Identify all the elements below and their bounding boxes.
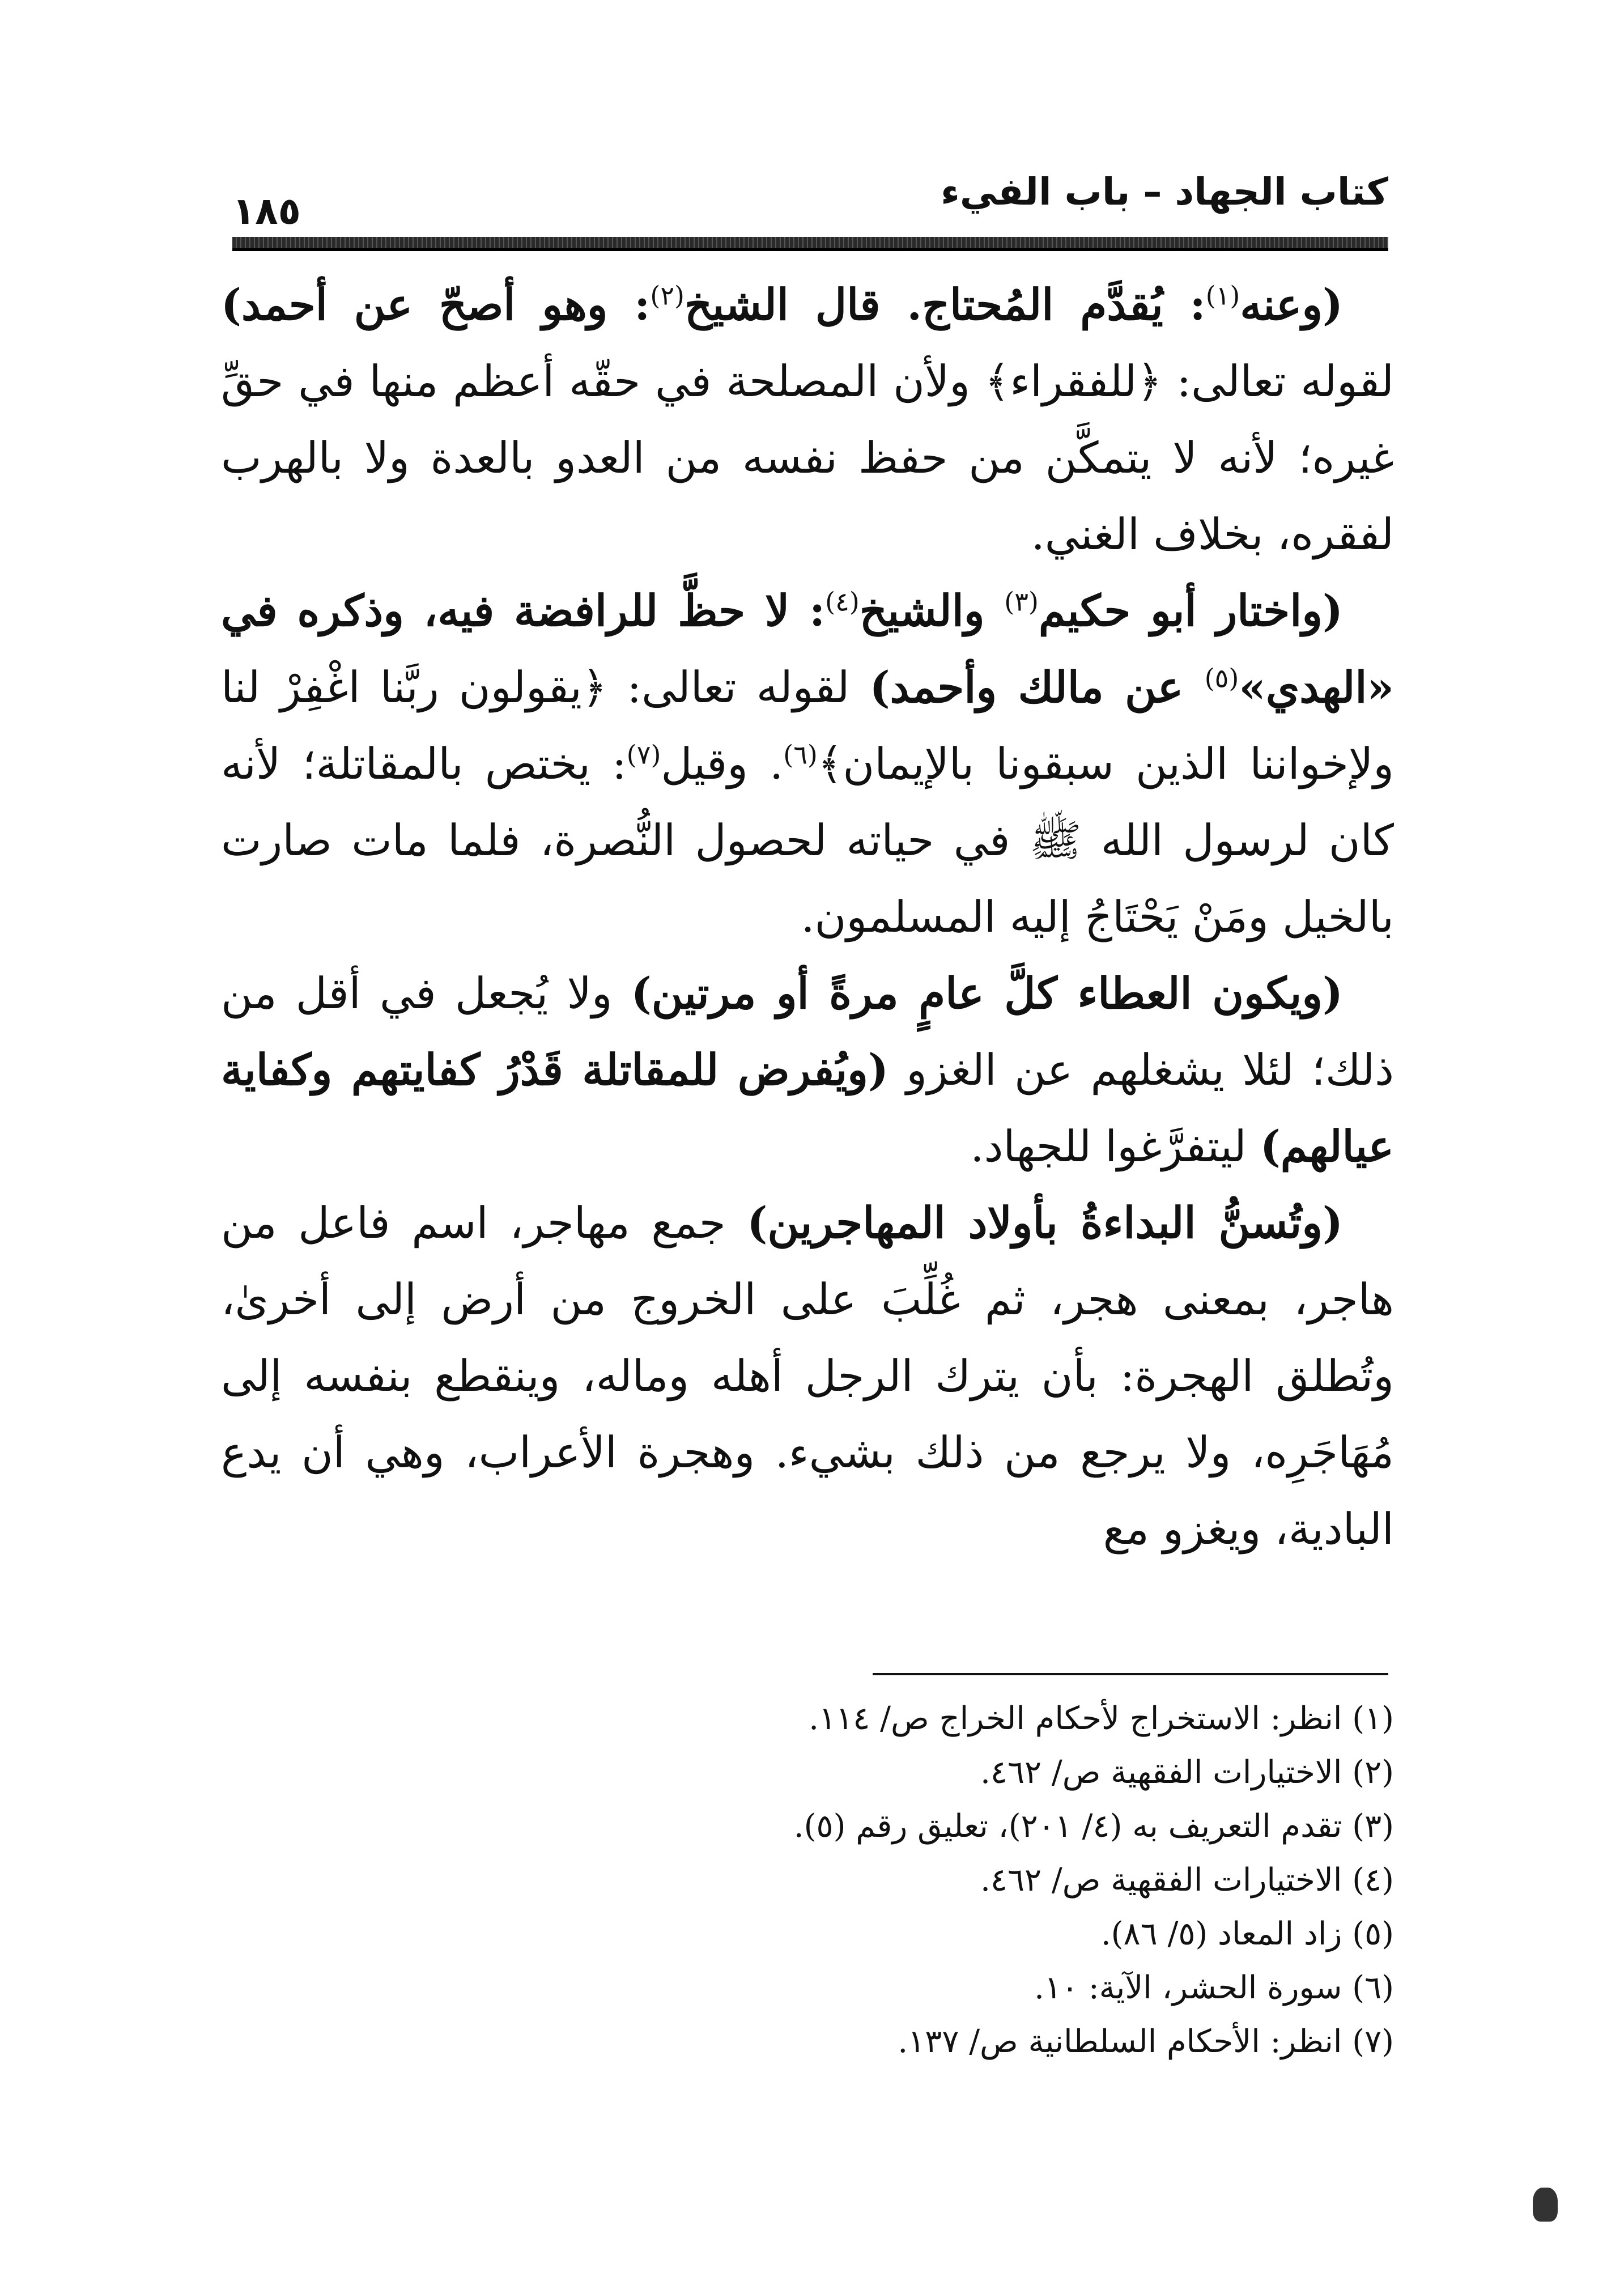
matn-text: والشيخ — [859, 585, 1005, 636]
sharh-text: جمع مهاجر، اسم فاعل من هاجر، بمعنى هجر، ثم غُلِّبَ على الخروج من أرض إلى أخرىٰ، وتُطلق الهجرة: بأن يترك الرجل أهله وماله، وينقطع بنفسه إلى مُهَاجَرِه، ولا يرجع من ذلك بشيء. وهجرة الأعراب، وهي أن يدع البادية، ويغزو مع — [221, 1198, 1394, 1554]
footnote-ref: (٧) — [626, 739, 661, 770]
matn-text: (ويكون العطاء كلَّ عامٍ مرةً أو مرتين) — [631, 968, 1343, 1018]
sharh-text: : يختص بالمقاتلة؛ لأنه كان لرسول الله ﷺ في حياته لحصول النُّصرة، فلما مات صارت بالخيل ومَنْ يَحْتَاجُ إليه المسلمون. — [221, 738, 1394, 942]
footnotes — [510, 1692, 1394, 2069]
paragraph — [221, 1184, 1394, 1567]
footnote-ref: (٤) — [825, 586, 860, 617]
footnote-ref: (٣) — [1004, 586, 1039, 617]
footnote-item: (٣) تقدم التعريف به (٤/ ٢٠١)، تعليق رقم (٥). — [793, 1808, 1394, 1845]
page-number: ١٨٥ — [232, 189, 301, 233]
footnote-item: (٥) زاد المعاد (٥/ ٨٦). — [1100, 1916, 1394, 1952]
footnote-item: (٦) سورة الحشر، الآية: ١٠. — [1034, 1969, 1394, 2006]
matn-text: عن مالك وأحمد) — [869, 662, 1205, 712]
footnote-ref: (١) — [1205, 280, 1240, 311]
matn-text: (واختار أبو حكيم — [1038, 585, 1343, 636]
main-text — [221, 266, 1394, 1567]
footnote-item: (٢) الاختيارات الفقهية ص/ ٤٦٢. — [980, 1754, 1394, 1791]
publisher-mark-icon — [1533, 2188, 1558, 2222]
footnote-ref: (٥) — [1204, 663, 1239, 694]
sharh-text: لقوله تعالى: ﴿للفقراء﴾ ولأن المصلحة في حقّه أعظم منها في حقِّ غيره؛ لأنه لا يتمكَّن من حفظ نفسه من العدو بالعدة ولا بالهرب لفقره، بخلاف الغني. — [221, 356, 1394, 559]
footnote-ref: (٢) — [650, 280, 685, 311]
matn-text: (وتُسنُّ البداءةُ بأولاد المهاجرين) — [747, 1198, 1343, 1248]
footnote-separator — [873, 1673, 1388, 1675]
header-rule — [232, 237, 1388, 251]
matn-text: : لا حظَّ للرافضة فيه، وذكره في «الهدي» — [221, 585, 1394, 712]
sharh-text: . وقيل — [661, 738, 784, 789]
sharh-text: ولا يُجعل في أقل من ذلك؛ لئلا يشغلهم عن الغزو — [221, 968, 1394, 1095]
matn-text: (ويُفرض للمقاتلة قَدْرُ كفايتهم وكفاية عيالهم) — [221, 1044, 1394, 1171]
matn-text: (وعنه — [1240, 279, 1343, 330]
running-title: كتاب الجهاد – باب الفيء — [941, 170, 1388, 214]
paragraph — [221, 572, 1394, 955]
sharh-text: لقوله تعالى: ﴿يقولون ربَّنا اغْفِرْ لنا ولإخواننا الذين سبقونا بالإيمان﴾ — [221, 662, 1395, 789]
footnote-item: (٧) انظر: الأحكام السلطانية ص/ ١٣٧. — [898, 2023, 1394, 2060]
footnote-item: (٤) الاختيارات الفقهية ص/ ٤٦٢. — [980, 1862, 1394, 1899]
matn-text: : يُقدَّم المُحتاج. قال الشيخ — [684, 279, 1206, 330]
footnote-item: (١) انظر: الاستخراج لأحكام الخراج ص/ ١١٤. — [809, 1700, 1394, 1737]
sharh-text: ليتفرَّغوا للجهاد. — [970, 1121, 1260, 1171]
matn-text: : وهو أصحّ عن أحمد) — [221, 279, 651, 330]
footnote-ref: (٦) — [783, 739, 818, 770]
paragraph — [221, 955, 1394, 1184]
paragraph — [221, 266, 1394, 572]
